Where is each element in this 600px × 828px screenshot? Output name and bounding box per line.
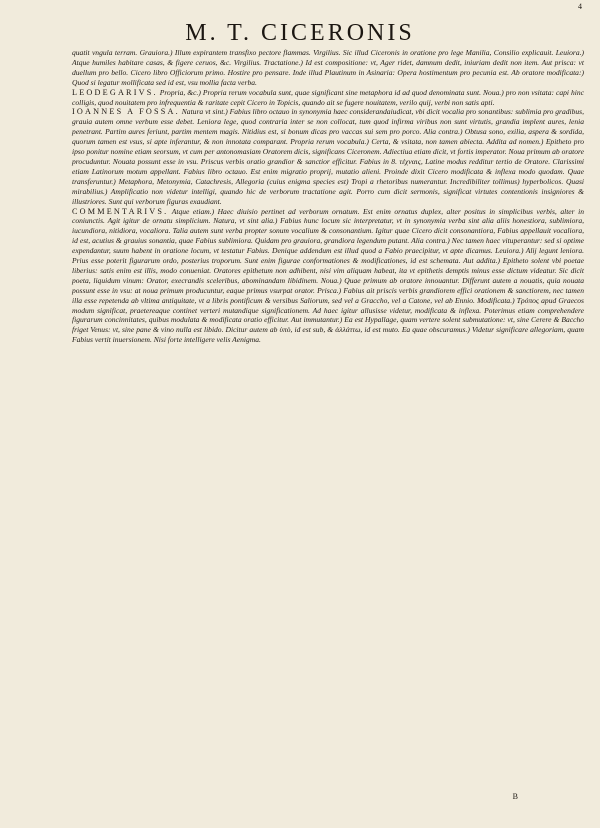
printer-signature-mark: B xyxy=(512,792,518,801)
paragraph-text: Natura vt sint.) Fabius libro octauo in synonymia haec considerandaiudicat, vbi dicit vocalia pro sonantibus: sublimia pro gradibus, grauia autem omne verbum esse debet. Leniora lege, quod contraria inter se non collocat, tum quod infirma viribus non sunt virtutis, grandia implent aures, lenia penetrant. Partim aures feriunt, partim mentem magis. Nitidius est, si bonum dicas pro vaccas sui sem pro porco. Alia contra.) Obtusa sono, exilia, aspera & sordida, quorum tamen est vsus, si apte inferantur, & non innotata comparant. Propria rerum vocabula.) Certa, & vsitata, non tamen abiecta. Addita ad nomen.) Epitheto pro ipso ponitur nomine etiam seorsum, vt cum per antonomasiam Oratorem dicis, significans Ciceronem. Adiectiua etiam dicit, vt fortis imperator. Noua primum ab oratore procuduntur. Nouata possunt esse in vsu. Priscus verbis oratio grandior & sanctior efficitur. Fabius in 8. τέχναις, Latine modus redditur tertio de Oratore. Clarissimi etiam Latinorum motum appellant. Fabius libro octauo. Est enim migratio proprij, mutatio alieni. Proinde dixit Cicero modificata & inflexa modo quodam. Quae transferuntur.) Metaphora, Metonymia, Catachresis, Allegoria (cuius enigma species est) Tropi a rhetoribus numerantur. Incredibiliter tollimus) hyperbolicos. Quasi mirabilius.) Amplificatio non videtur intelligi, quando hic de verborum tractatione agit. Porro cum dicit sermonis, significat virtutes contentionis insigniores & illustriores. Sunt qui verborum figuras exaudiant. xyxy=(72,107,584,206)
commentary-body xyxy=(72,48,584,345)
commentary-paragraph xyxy=(72,107,584,206)
commentary-paragraph xyxy=(72,207,584,346)
paragraph-text: Propria, &c.) Propria rerum vocabula sunt, quae significant sine metaphora id ad quod denominata sunt. Noua.) pro non vsitata: capi hinc colligis, quod nouitatem pro infrequentia & raritate cepit Cicero in Topicis, quando ait se fugere nouitatem, verilo quij, verbi non satis apti. xyxy=(72,87,584,107)
commentator-name: IOANNES A FOSSA. xyxy=(72,107,180,117)
commentary-paragraph xyxy=(72,48,584,88)
running-head: M. T. CICERONIS xyxy=(185,20,415,46)
paragraph-text: quatit vngula terram. Grauiora.) Illum expirantem transfixo pectore flammas. Virgilius. Sic illud Ciceronis in oratione pro lege Manilia, Consilio explicauit. Leuiora.) Atque humiles habitare casas, & figere ceruos, &c. Virgilius. Tractatione.) Id est compositione: vt, Ager ridet, damnum dedit, iniuriam dedit non item. Aut prisca: vt duellum pro bello. Cicero libro Officiorum primo. Hostire pro pensare. Inde illud Plautinum in Asinaria: Opera hostimentum pro pecunia est. Ab oratore modificata:) Quod si legatur mollificata sed id est, vsu mollia facta verba. xyxy=(72,48,584,87)
page-number: 4 xyxy=(578,2,582,11)
commentary-paragraph xyxy=(72,88,584,108)
commentator-name: COMMENTARIVS. xyxy=(72,206,169,216)
commentator-name: LEODEGARIVS. xyxy=(72,87,158,97)
paragraph-text: Atque etiam.) Haec diuisio pertinet ad verborum ornatum. Est enim ornatus duplex, alter positus in simplicibus verbis, alter in coniunctis. Agit igitur de ornatu simplicium. Natura, vt sint alia.) Fabius hunc locum sic interpretatur, vt in synonymia verba sint alia aliis honestiora, sublimiora, iucundiora, nitidiora, vocaliora. Talia autem sunt verba propter sonum vocalium & consonantium. Igitur quae Cicero dicit consonantiora, Fabius appellauit vocaliora, id est, acutius & grauius sonantia, quae Fabius sublimiora. Quidam pro grauiora, grandiora legendum putant. Alia contra.) Nec tamen haec vituperantur: sed si optime expendantur, suum habent in oratione locum, vt testatur Fabius. Denique addendum est illud quod a Fabio praecipitur, vt apte dicamus. Leuiora.) Alij legunt leniora. Prius esse poterit figurarum ordo, posterius troporum. Sunt enim figurae conformationes & modificationes, id est schemata. Aut addita.) Epitheto solent vbi poetae liberius: satis enim est illis, modo conueniat. Oratores epithetum non adhibent, nisi vim aliquam habeat, ita vt epithetis demptis minus esse dictum videatur. Sic dicit poeta, liquidum vinum: Orator, execrandis sceleribus, abominandam libidinem. Noua.) Quae primum ab oratore innouantur. Differunt autem a nouatis, quia nouata possunt esse in vsu: at noua primum producuntur, eaque primus vsurpat orator. Prisca.) Fabius ait priscis verbis grandiorem effici orationem & sanctiorem, nec tamen illa esse repetenda ab vltima antiquitate, vt a libris pontificum & versibus Saliorum, sed vel a Graccho, vel a Catone, vel ab Ennio. Modificata.) Τρόπος apud Graecos modum significat, praetereaque continet verteri mutandique significationem. Ad haec igitur allusisse videtur, modificata & inflexa. Poterimus etiam comprehendere figurarum concinnitates, quibus modulata & modificata oratio efficitur. Aut immutantur.) Ea est Hypallage, quam vertere solent submutatione: vt, sine Cerere & Baccho friget Venus: vt, sine pane & vino nulla est libido. Dicitur autem ab ὑπὸ, id est sub, & ἀλλάττω, id est muto. Ea quae obscuramus.) Videtur significare allegoriam, quam Fabius vertit inuersionem. Nisi forte intelligere velis Aenigma. xyxy=(72,206,584,345)
